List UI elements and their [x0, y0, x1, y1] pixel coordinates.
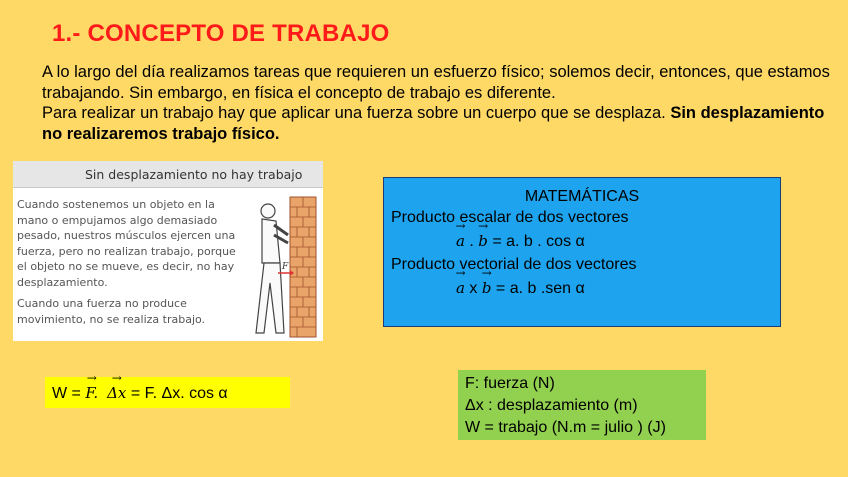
vector-b: → b — [478, 232, 488, 250]
vector-product-label: Producto vectorial de dos vectores — [391, 256, 637, 273]
vector-dx: → Δx — [107, 384, 126, 402]
legend-work: W = trabajo (N.m = julio ) (J) — [465, 419, 666, 436]
force-label: F — [282, 262, 289, 272]
vector-a: → a — [456, 232, 465, 250]
vector-b: → b — [482, 279, 492, 297]
work-formula-rhs: = F. Δx. cos α — [126, 385, 228, 402]
intro-paragraph-2 — [42, 103, 832, 144]
work-formula-box — [45, 377, 290, 408]
textbook-image-title: Sin desplazamiento no hay trabajo — [85, 167, 303, 182]
dot-operator: . — [464, 233, 479, 250]
legend-displacement: Δx : desplazamiento (m) — [465, 397, 638, 414]
scalar-product-formula — [456, 232, 585, 251]
person-pushing-wall-illustration — [238, 183, 323, 341]
textbook-image-paragraph-2: Cuando una fuerza no produce movimiento, no se realiza trabajo. — [17, 297, 206, 326]
vector-f: → F. — [85, 384, 98, 402]
vector-product-formula — [456, 279, 585, 298]
cross-operator: x — [464, 280, 482, 297]
textbook-image-text — [17, 197, 237, 333]
variables-legend-box — [458, 370, 706, 440]
slide-title: 1.- CONCEPTO DE TRABAJO — [52, 20, 390, 47]
vector-a: → a — [456, 279, 465, 297]
scalar-product-label: Producto escalar de dos vectores — [391, 209, 629, 226]
intro-paragraph-2-bold: Sin desplazamiento no realizaremos trabajo físico. — [42, 104, 825, 143]
math-heading: MATEMÁTICAS — [524, 188, 640, 205]
work-formula — [52, 384, 228, 403]
legend-force: F: fuerza (N) — [465, 375, 555, 392]
intro-paragraph-1: A lo largo del día realizamos tareas que requieren un esfuerzo físico; solemos decir, entonces, que estamos trabajando. Sin embargo, en física el concepto de trabajo es diferente. — [42, 63, 830, 102]
math-box — [383, 177, 781, 327]
vector-product-result: = a. b .sen α — [491, 280, 585, 297]
work-formula-lhs: W = — [52, 385, 86, 402]
textbook-image — [13, 161, 323, 341]
scalar-product-result: = a. b . cos α — [487, 233, 585, 250]
brick-wall — [290, 197, 316, 337]
intro-text — [42, 62, 832, 144]
textbook-image-paragraph-1: Cuando sostenemos un objeto en la mano o empujamos algo demasiado pesado, nuestros músculos ejercen una fuerza, pero no realizan trabajo, porque el objeto no se mueve, es decir, no hay desplazamiento. — [17, 198, 236, 289]
intro-paragraph-2-plain: Para realizar un trabajo hay que aplicar una fuerza sobre un cuerpo que se desplaza. — [42, 104, 671, 122]
